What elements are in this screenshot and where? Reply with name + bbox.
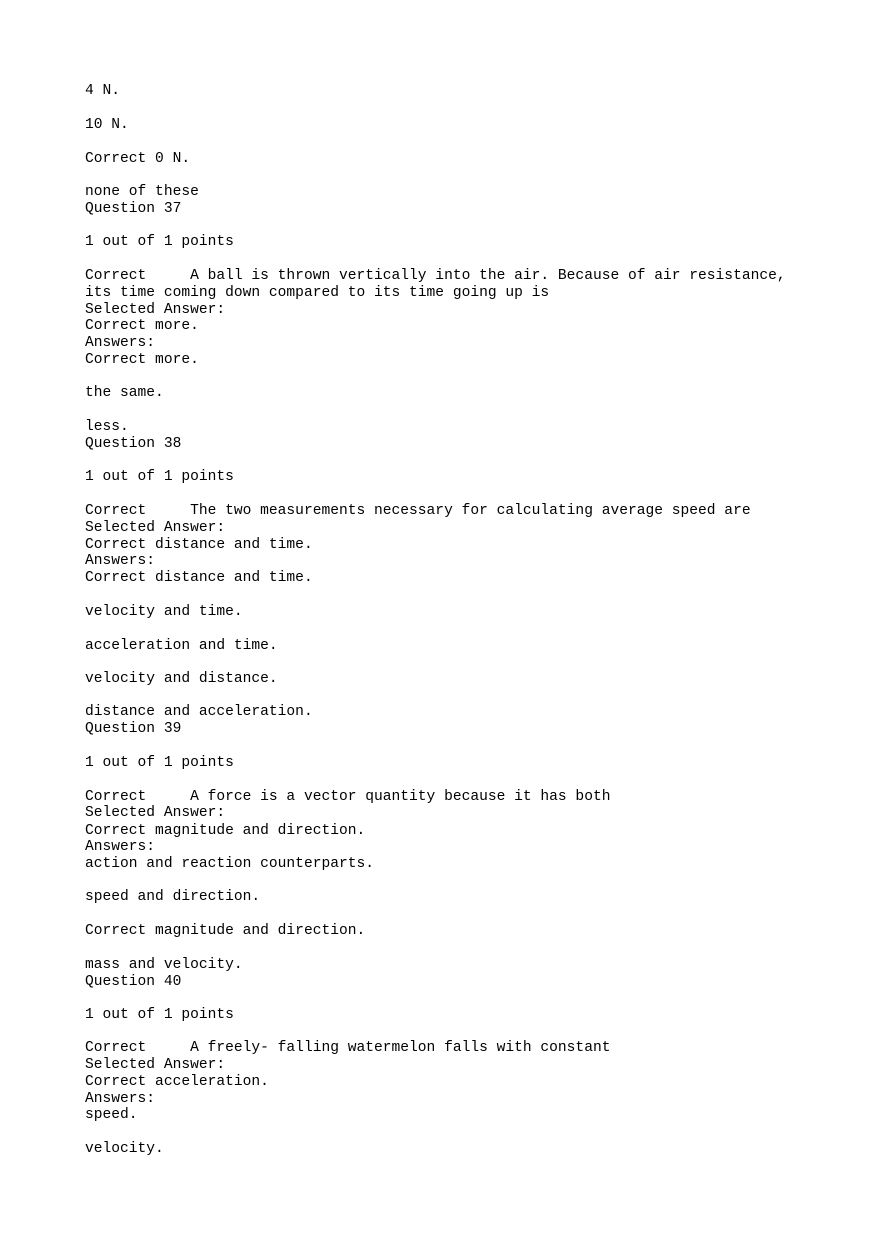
selected-answer: Correct more.: [85, 318, 199, 334]
question-prompt: Correct The two measurements necessary for calculating average speed are: [85, 503, 751, 519]
answer-option: velocity and distance.: [85, 671, 278, 687]
answer-option: none of these: [85, 184, 199, 200]
answer-option: 10 N.: [85, 117, 129, 133]
answer-option: mass and velocity.: [85, 957, 243, 973]
selected-answer: Correct acceleration.: [85, 1074, 269, 1090]
question-prompt: Correct A ball is thrown vertically into the air. Because of air resistance,: [85, 268, 786, 284]
answer-option: the same.: [85, 385, 164, 401]
question-score: 1 out of 1 points: [85, 1007, 234, 1023]
question-prompt: its time coming down compared to its time going up is: [85, 285, 550, 301]
answers-label: Answers:: [85, 553, 156, 569]
answer-option: velocity.: [85, 1141, 164, 1157]
answer-option: distance and acceleration.: [85, 704, 313, 720]
selected-answer-label: Selected Answer:: [85, 805, 226, 821]
question-score: 1 out of 1 points: [85, 755, 234, 771]
selected-answer-label: Selected Answer:: [85, 302, 226, 318]
question-score: 1 out of 1 points: [85, 234, 234, 250]
question-prompt: Correct A freely- falling watermelon falls with constant: [85, 1040, 611, 1056]
answer-option: acceleration and time.: [85, 638, 278, 654]
answer-option: speed.: [85, 1107, 138, 1123]
question-score: 1 out of 1 points: [85, 469, 234, 485]
question-heading: Question 37: [85, 201, 182, 217]
answer-option: Correct more.: [85, 352, 199, 368]
question-prompt: Correct A force is a vector quantity because it has both: [85, 789, 611, 805]
answer-option: Correct magnitude and direction.: [85, 923, 366, 939]
answer-option: speed and direction.: [85, 889, 261, 905]
answer-option: action and reaction counterparts.: [85, 856, 375, 872]
selected-answer-label: Selected Answer:: [85, 520, 226, 536]
selected-answer-label: Selected Answer:: [85, 1057, 226, 1073]
answer-option: less.: [85, 419, 129, 435]
answer-option: Correct distance and time.: [85, 570, 313, 586]
selected-answer: Correct distance and time.: [85, 537, 313, 553]
answer-option: velocity and time.: [85, 604, 243, 620]
answers-label: Answers:: [85, 335, 156, 351]
answers-label: Answers:: [85, 839, 156, 855]
answers-label: Answers:: [85, 1091, 156, 1107]
answer-option: Correct 0 N.: [85, 151, 191, 167]
question-heading: Question 39: [85, 721, 182, 737]
question-heading: Question 40: [85, 974, 182, 990]
question-heading: Question 38: [85, 436, 182, 452]
answer-option: 4 N.: [85, 83, 121, 99]
selected-answer: Correct magnitude and direction.: [85, 823, 366, 839]
